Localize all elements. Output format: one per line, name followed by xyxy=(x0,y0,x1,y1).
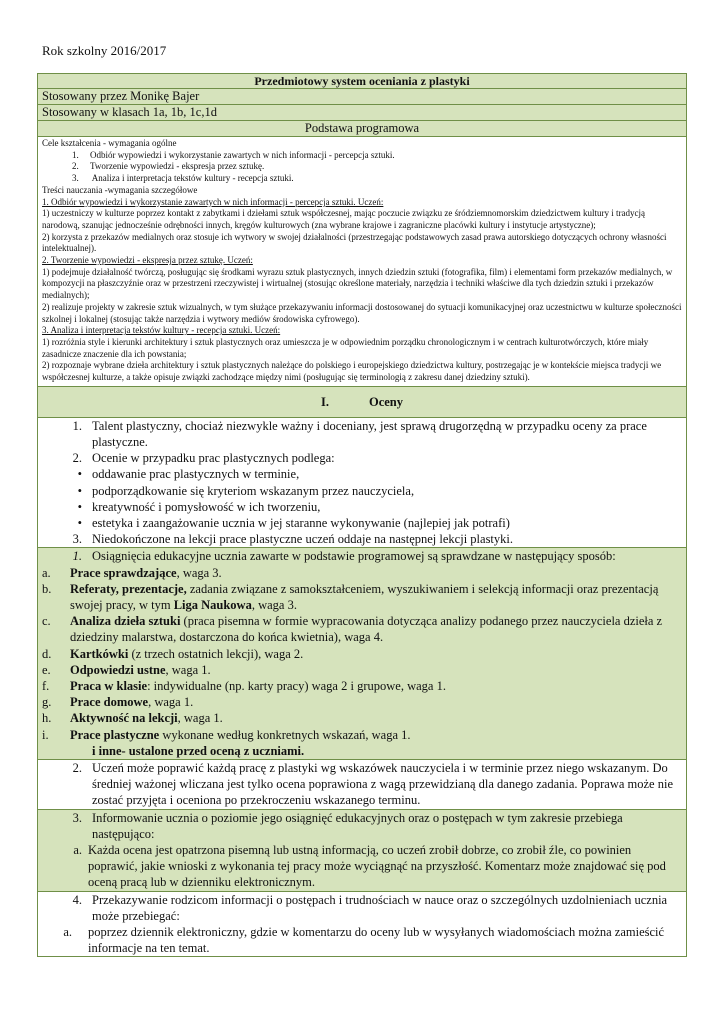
rule-item: 3. Informowanie ucznia o poziomie jego osiągnięć edukacyjnych oraz o postępach w tym zakresie przebiega następująco: xyxy=(72,810,623,841)
section-2-item-1: 1) podejmuje działalność twórczą, posługując się środkami wyrazu sztuk plastycznych, innych dziedzin sztuki (fotografika, film) i elementami form przekazów medialnych, w kompozycji na płaszczyźnie oraz w przestrzeni rzeczywistej i wirtualnej (stosując określone materiały, narzędzia i techniki właściwe dla tych dziedzin sztuki i przekazów medialnych); xyxy=(42,266,673,301)
section-1-title: 1. Odbiór wypowiedzi i wykorzystanie zawartych w nich informacji - percepcja sztuki. Uczeń: xyxy=(42,196,384,207)
section-1-item-2: 2) korzysta z przekazów medialnych oraz stosuje ich wytwory w swojej działalności (przestrzegając podstawowych zasad prawa autorskiego dotyczących ochrony własności intelektualnej). xyxy=(42,231,667,254)
improvement-rules xyxy=(38,760,687,810)
bullet-icon: • xyxy=(77,467,82,482)
bullet-icon: • xyxy=(77,483,82,498)
goal-item: 1. Odbiór wypowiedzi i wykorzystanie zawartych w nich informacji - percepcja sztuki. xyxy=(72,149,395,160)
method-item: i. Prace plastyczne wykonane według konkretnych wskazań, waga 1. xyxy=(42,727,411,742)
criteria-bullet: • estetyka i zaangażowanie ucznia w jej staranne wykonywanie (najlepiej jak potrafi) xyxy=(42,515,682,531)
method-item: h. Aktywność na lekcji, waga 1. xyxy=(42,711,223,726)
goal-item: 2. Tworzenie wypowiedzi - ekspresja przez sztukę. xyxy=(72,161,265,172)
method-item: g. Prace domowe, waga 1. xyxy=(42,695,194,710)
method-item: d. Kartkówki (z trzech ostatnich lekcji), waga 2. xyxy=(42,646,304,661)
grades-title: Oceny xyxy=(368,394,404,409)
methods-intro: 1. Osiągnięcia edukacyjne ucznia zawarte w podstawie programowej są sprawdzane w następujący sposób: xyxy=(72,549,616,564)
method-item: e. Odpowiedzi ustne, waga 1. xyxy=(42,662,211,677)
grading-rules xyxy=(38,417,687,548)
parent-information xyxy=(38,891,687,957)
classes-row: Stosowany w klasach 1a, 1b, 1c,1d xyxy=(38,105,687,121)
goal-item: 3. Analiza i interpretacja tekstów kultury - recepcja sztuki. xyxy=(72,173,294,184)
section-3-item-2: 2) rozpoznaje wybrane dzieła architektury i sztuk plastycznych należące do polskiego i europejskiego dziedzictwa kultury, postrzegając je w kontekście miejsca tradycji we współczesnej kulturze, a także opisuje związki zachodzące między nimi (posługując się terminologią z zakresu danej dziedziny sztuki). xyxy=(42,360,662,383)
curriculum-basis xyxy=(38,137,687,387)
criteria-bullet: • podporządkowanie się kryteriom wskazanym przez nauczyciela, xyxy=(42,483,682,499)
method-item: a. Prace sprawdzające, waga 3. xyxy=(42,565,222,580)
rule-item: 2. Ocenie w przypadku prac plastycznych podlega: xyxy=(72,451,335,466)
rule-item: 1. Talent plastyczny, chociaż niezwykle ważny i doceniany, jest sprawą drugorzędną w przypadku oceny za prace plastyczne. xyxy=(72,418,647,449)
title-row xyxy=(38,74,687,89)
grades-roman-numeral: I. xyxy=(320,394,329,409)
grading-table xyxy=(37,73,687,957)
criteria-bullet: • oddawanie prac plastycznych w terminie, xyxy=(42,466,682,482)
section-3-item-1: 1) rozróżnia style i kierunki architektury i sztuk plastycznych oraz umieszcza je w odpowiednim porządku chronologicznym i w centrach kulturotwórczych, które miały zasadnicze znaczenie dla ich powstania; xyxy=(42,336,649,359)
basis-heading: Podstawa programowa xyxy=(38,121,687,137)
section-3-title: 3. Analiza i interpretacja tekstów kultury - recepcja sztuki. Uczeń: xyxy=(42,325,281,336)
section-2-title: 2. Tworzenie wypowiedzi - ekspresja przez sztukę. Uczeń: xyxy=(42,255,253,266)
rule-subitem: a. poprzez dziennik elektroniczny, gdzie w komentarzu do oceny lub w wysyłanych wiadomościach można zamieścić informacje na ten temat. xyxy=(63,925,665,956)
content-title: Treści nauczania -wymagania szczegółowe xyxy=(42,184,198,195)
section-2-item-2: 2) realizuje projekty w zakresie sztuk wizualnych, w tym służące przekazywaniu informacji dostosowanej do sytuacji komunikacyjnej oraz uczestnictwu w kulturze społeczności szkolnej i lokalnej (stosując także narzędzia i wytwory mediów środowiska cyfrowego). xyxy=(42,301,682,324)
student-information xyxy=(38,809,687,891)
document-title: Przedmiotowy system oceniania z plastyki xyxy=(38,74,687,89)
method-item: f. Praca w klasie: indywidualne (np. karty pracy) waga 2 i grupowe, waga 1. xyxy=(42,679,446,694)
goals-title: Cele kształcenia - wymagania ogólne xyxy=(42,138,177,148)
grades-heading xyxy=(38,386,687,417)
bullet-icon: • xyxy=(77,499,82,514)
criteria-bullet: • kreatywność i pomysłowość w ich tworzeniu, xyxy=(42,499,682,515)
assessment-methods xyxy=(38,548,687,760)
rule-item: 2. Uczeń może poprawić każdą pracę z plastyki wg wskazówek nauczyciela i w terminie przez niego wskazanym. Do średniej ważonej wliczana jest tylko ocena poprawiona z wagą przewidzianą dla danego zadania. Poprawa może nie zostać przyjęta i oceniona po przekroczeniu wskazanego terminu. xyxy=(72,761,673,808)
rule-item: 3. Niedokończone na lekcji prace plastyczne uczeń oddaje na następnej lekcji plastyki. xyxy=(72,532,514,547)
method-other: i inne- ustalone przed oceną z uczniami. xyxy=(92,743,305,758)
method-item: b. Referaty, prezentacje, zadania związane z samokształceniem, wyszukiwaniem i selekcją informacji oraz prezentacją swojej pracy, w tym Liga Naukowa, waga 3. xyxy=(42,581,659,612)
rule-subitem: a. Każda ocena jest opatrzona pisemną lub ustną informacją, co uczeń zrobił dobrze, co zrobił źle, co powinien poprawić, jakie wnioski z wykonania tej pracy może wyciągnąć na przyszłość. Komentarz może znajdować się pod oceną pracą lub w dzienniku elektronicznym. xyxy=(73,843,666,890)
school-year: Rok szkolny 2016/2017 xyxy=(42,43,167,58)
bullet-icon: • xyxy=(77,515,82,530)
section-1-item-1: 1) uczestniczy w kulturze poprzez kontakt z zabytkami i dziełami sztuk współczesnej, mając poczucie związku ze śródziemnomorskim dziedzictwem kultury i tradycją narodową, szanując jednocześnie odrębności innych, kręgów kulturowych (zna wybrane krajowe i zagraniczne placówki kultury i instytucje artystyczne); xyxy=(42,208,646,230)
rule-item: 4. Przekazywanie rodzicom informacji o postępach i trudnościach w nauce oraz o szczególnych uzdolnieniach ucznia może przebiegać: xyxy=(72,892,668,923)
method-item: c. Analiza dzieła sztuki (praca pisemna w formie wypracowania dotycząca analizy podanego przez nauczyciela dzieła z dziedziny malarstwa, dostarczona do końca kwietnia), waga 4. xyxy=(42,614,663,645)
teacher-row: Stosowany przez Monikę Bajer xyxy=(38,89,687,105)
